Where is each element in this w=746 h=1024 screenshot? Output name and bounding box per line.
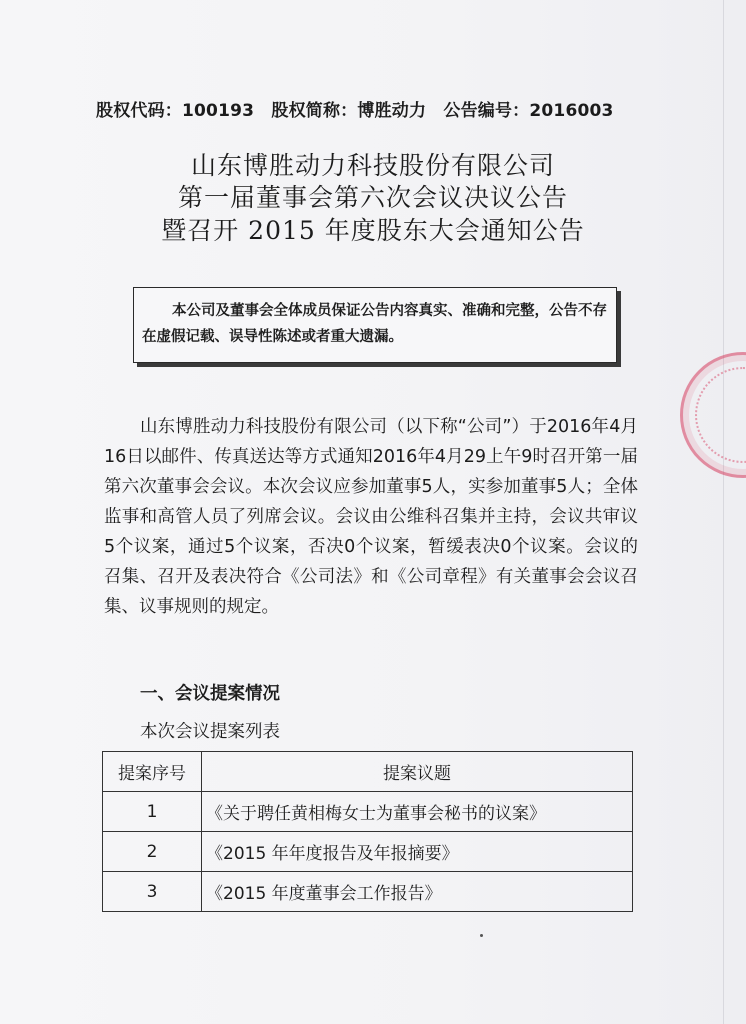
title-company: 山东博胜动力科技股份有限公司 bbox=[190, 151, 555, 180]
header-proposal-topic: 提案议题 bbox=[202, 752, 633, 792]
proposals-table bbox=[102, 751, 633, 912]
disclaimer-text: 本公司及董事会全体成员保证公告内容真实、准确和完整，公告不存在虚假记载、误导性陈述或者重大遗漏。 bbox=[142, 303, 607, 345]
section-heading: 一、会议提案情况 bbox=[140, 684, 280, 704]
body-paragraph: 山东博胜动力科技股份有限公司（以下称“公司”）于2016年4月16日以邮件、传真送达等方式通知2016年4月29上午9时召开第一届第六次董事会会议。本次会议应参加董事5人，实参加董事5人；全体监事和高管人员了列席会议。会议由公维科召集并主持，会议共审议5个议案，通过5个议案，否决0个议案，暂缓表决0个议案。会议的召集、召开及表决符合《公司法》和《公司章程》有关董事会会议召集、议事规则的规定。 bbox=[104, 417, 638, 617]
disclaimer-box bbox=[133, 287, 617, 363]
stock-code-header: 股权代码：100193 股权简称：博胜动力 公告编号：2016003 bbox=[96, 101, 614, 121]
table-header-row bbox=[103, 752, 633, 792]
seal-inner-ring bbox=[695, 367, 746, 463]
proposal-topic: 《关于聘任黄相梅女士为董事会秘书的议案》 bbox=[202, 792, 633, 832]
company-seal-stamp bbox=[680, 352, 746, 478]
proposal-topic: 《2015 年年度报告及年报摘要》 bbox=[202, 832, 633, 872]
proposal-number: 3 bbox=[103, 872, 202, 912]
table-caption: 本次会议提案列表 bbox=[140, 722, 280, 742]
proposal-number: 1 bbox=[103, 792, 202, 832]
scan-speck bbox=[480, 934, 483, 937]
proposal-topic: 《2015 年度董事会工作报告》 bbox=[202, 872, 633, 912]
proposal-number: 2 bbox=[103, 832, 202, 872]
table-row bbox=[103, 832, 633, 872]
table-row bbox=[103, 792, 633, 832]
table-row bbox=[103, 872, 633, 912]
header-proposal-number: 提案序号 bbox=[103, 752, 202, 792]
title-resolution: 第一届董事会第六次会议决议公告 bbox=[177, 183, 568, 212]
title-meeting-notice: 暨召开 2015 年度股东大会通知公告 bbox=[161, 216, 585, 245]
